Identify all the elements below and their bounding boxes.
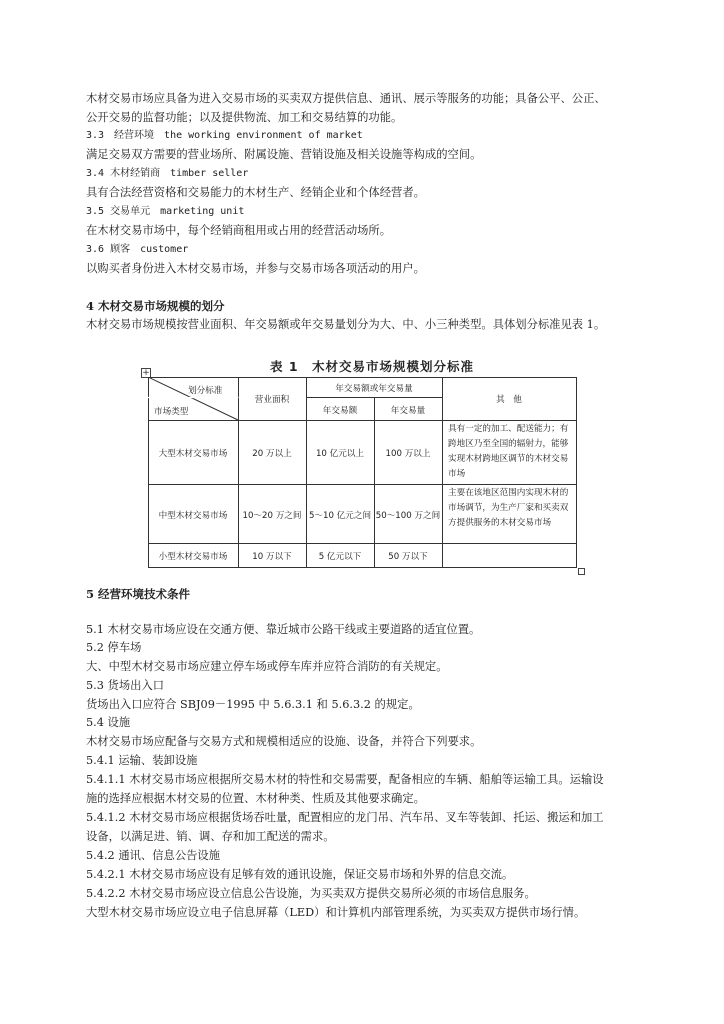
section-5-4-1-1-line1: 5.4.1.1 木材交易市场应根据所交易木材的特性和交易需要，配备相应的车辆、船舶等运输工具。运输设 [86, 773, 604, 786]
paragraph-function-line1: 木材交易市场应具备为进入交易市场的买卖双方提供信息、通讯、展示等服务的功能；具备公平、公正、 [86, 92, 606, 105]
section-3-4-title: 3.4 木材经销商 timber seller [86, 168, 249, 179]
row-medium-other: 主要在该地区范围内实现木材的市场调节，为生产厂家和买卖双方提供服务的木材交易市场 [448, 488, 569, 528]
section-5-4-1-2-line2: 设备，以满足进、销、调、存和加工配送的需求。 [86, 830, 335, 843]
row-small-amount: 5 亿元以下 [318, 552, 362, 562]
section-3-3-title: 3.3 经营环境 the working environment of market [86, 130, 363, 141]
section-5-4-1-1-line2: 施的选择应根据木材交易的位置、木材种类、性质及其他要求确定。 [86, 792, 425, 805]
section-5-4-title: 5.4 设施 [86, 716, 131, 729]
row-large-type: 大型木材交易市场 [158, 449, 228, 459]
section-5-4-1-2-line1: 5.4.1.2 木材交易市场应根据货场吞吐量，配置相应的龙门吊、汽车吊、叉车等装卸、托运、搬运和加工 [86, 811, 604, 824]
section-4-heading: 4 木材交易市场规模的划分 [86, 299, 225, 313]
section-4-text: 木材交易市场规模按营业面积、年交易额或年交易量划分为大、中、小三种类型。具体划分标准见表 1。 [86, 318, 606, 331]
header-area: 营业面积 [254, 395, 290, 405]
row-medium-area: 10～20 万之间 [242, 511, 302, 521]
header-diag-bottom: 市场类型 [154, 407, 189, 417]
row-medium-type: 中型木材交易市场 [158, 511, 228, 521]
section-5-1: 5.1 木材交易市场应设在交通方便、靠近城市公路干线或主要道路的适宜位置。 [86, 623, 481, 636]
section-3-6-title: 3.6 顾客 customer [86, 244, 189, 255]
row-small-area: 10 万以下 [252, 552, 292, 562]
section-5-4-2-title: 5.4.2 通讯、信息公告设施 [86, 849, 221, 862]
section-5-3-title: 5.3 货场出入口 [86, 679, 165, 692]
section-5-heading: 5 经营环境技术条件 [86, 587, 191, 601]
row-large-area: 20 万以上 [252, 449, 292, 459]
section-3-4-text: 具有合法经营资格和交易能力的木材生产、经销企业和个体经营者。 [86, 186, 425, 199]
row-small-type: 小型木材交易市场 [158, 552, 228, 562]
header-annual-group: 年交易额或年交易量 [335, 384, 413, 394]
section-3-6-text: 以购买者身份进入木材交易市场，并参与交易市场各项活动的用户。 [86, 262, 425, 275]
section-5-4-2-1: 5.4.2.1 木材交易市场应设有足够有效的通讯设施，保证交易市场和外界的信息交流。 [86, 868, 514, 881]
section-3-3-text: 满足交易双方需要的营业场所、附属设施、营销设施及相关设施等构成的空间。 [86, 148, 482, 161]
scale-table [148, 377, 578, 569]
section-5-4-2-2: 5.4.2.2 木材交易市场应设立信息公告设施，为买卖双方提供交易所必须的市场信息服务。 [86, 887, 536, 900]
section-5-2-text: 大、中型木材交易市场应建立停车场或停车库并应符合消防的有关规定。 [86, 660, 448, 673]
paragraph-function-line2: 公开交易的监督功能；以及提供物流、加工和交易结算的功能。 [86, 111, 403, 124]
header-other: 其 他 [496, 395, 522, 405]
header-diag-top: 划分标准 [188, 386, 223, 396]
row-large-volume: 100 万以上 [385, 449, 431, 459]
row-large-other: 具有一定的加工、配送能力；有跨地区乃至全国的辐射力，能够实现木材跨地区调节的木材交易市场 [448, 424, 569, 479]
table-title: 表 1 木材交易市场规模划分标准 [270, 359, 475, 374]
header-annual-volume: 年交易量 [390, 406, 426, 416]
row-medium-volume: 50～100 万之间 [375, 511, 441, 521]
row-small-volume: 50 万以下 [388, 552, 428, 562]
section-5-4-2-2-extra: 大型木材交易市场应设立电子信息屏幕（LED）和计算机内部管理系统，为买卖双方提供市场行情。 [86, 906, 586, 919]
row-large-amount: 10 亿元以上 [315, 449, 365, 459]
section-5-3-text: 货场出入口应符合 SBJ09－1995 中 5.6.3.1 和 5.6.3.2 的规定。 [86, 698, 420, 711]
table-move-handle-icon[interactable]: + [142, 368, 150, 378]
section-5-4-text: 木材交易市场应配备与交易方式和规模相适应的设施、设备，并符合下列要求。 [86, 735, 482, 748]
row-medium-amount: 5～10 亿元之间 [308, 511, 372, 521]
section-5-2-title: 5.2 停车场 [86, 641, 142, 654]
section-3-5-text: 在木材交易市场中，每个经销商租用或占用的经营活动场所。 [86, 224, 392, 237]
section-5-4-1-title: 5.4.1 运输、装卸设施 [86, 754, 198, 767]
section-3-5-title: 3.5 交易单元 marketing unit [86, 206, 245, 217]
table-resize-handle-icon[interactable] [578, 568, 585, 575]
header-annual-amount: 年交易额 [322, 406, 358, 416]
